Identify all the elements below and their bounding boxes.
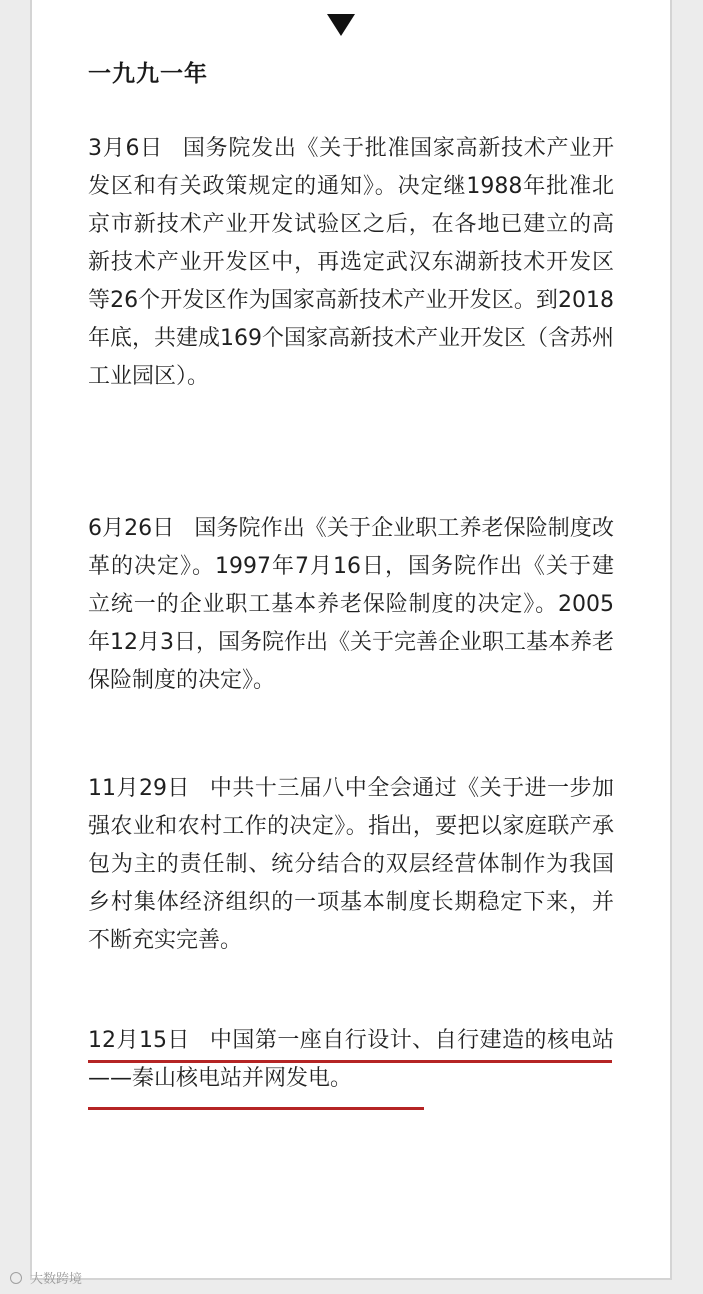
entry-date: 11月29日 [88, 776, 190, 801]
entry-date: 6月26日 [88, 516, 175, 541]
watermark-logo-icon [10, 1272, 22, 1284]
watermark [10, 1268, 82, 1287]
watermark-text: 大数跨境 [30, 1272, 83, 1287]
entry-text: 中共十三届八中全会通过《关于进一步加强农业和农村工作的决定》。指出，要把以家庭联产承包为主的责任制、统分结合的双层经营体制作为我国乡村集体经济组织的一项基本制度长期稳定下来，并不断充实完善。 [88, 776, 614, 953]
entry-date: 3月6日 [88, 136, 163, 161]
red-underline [88, 1107, 424, 1110]
entry-text: 国务院发出《关于批准国家高新技术产业开发区和有关政策规定的通知》。决定继1988年批准北京市新技术产业开发试验区之后，在各地已建立的高新技术产业开发区中，再选定武汉东湖新技术开发区等26个开发区作为国家高新技术产业开发区。到2018年底，共建成169个国家高新技术产业开发区（含苏州工业园区）。 [88, 136, 614, 389]
year-heading: 一九九一年 [88, 61, 208, 87]
down-arrow-icon [327, 14, 355, 36]
entry-paragraph [88, 770, 614, 960]
entry-text: 国务院作出《关于企业职工养老保险制度改革的决定》。1997年7月16日，国务院作出《关于建立统一的企业职工基本养老保险制度的决定》。2005年12月3日，国务院作出《关于完善企业职工基本养老保险制度的决定》。 [88, 516, 614, 693]
red-underline [88, 1060, 612, 1063]
entry-date: 12月15日 [88, 1028, 190, 1053]
entry-text: 中国第一座自行设计、自行建造的核电站——秦山核电站并网发电。 [88, 1028, 614, 1091]
entry-paragraph [88, 510, 614, 700]
entry-paragraph [88, 130, 614, 396]
